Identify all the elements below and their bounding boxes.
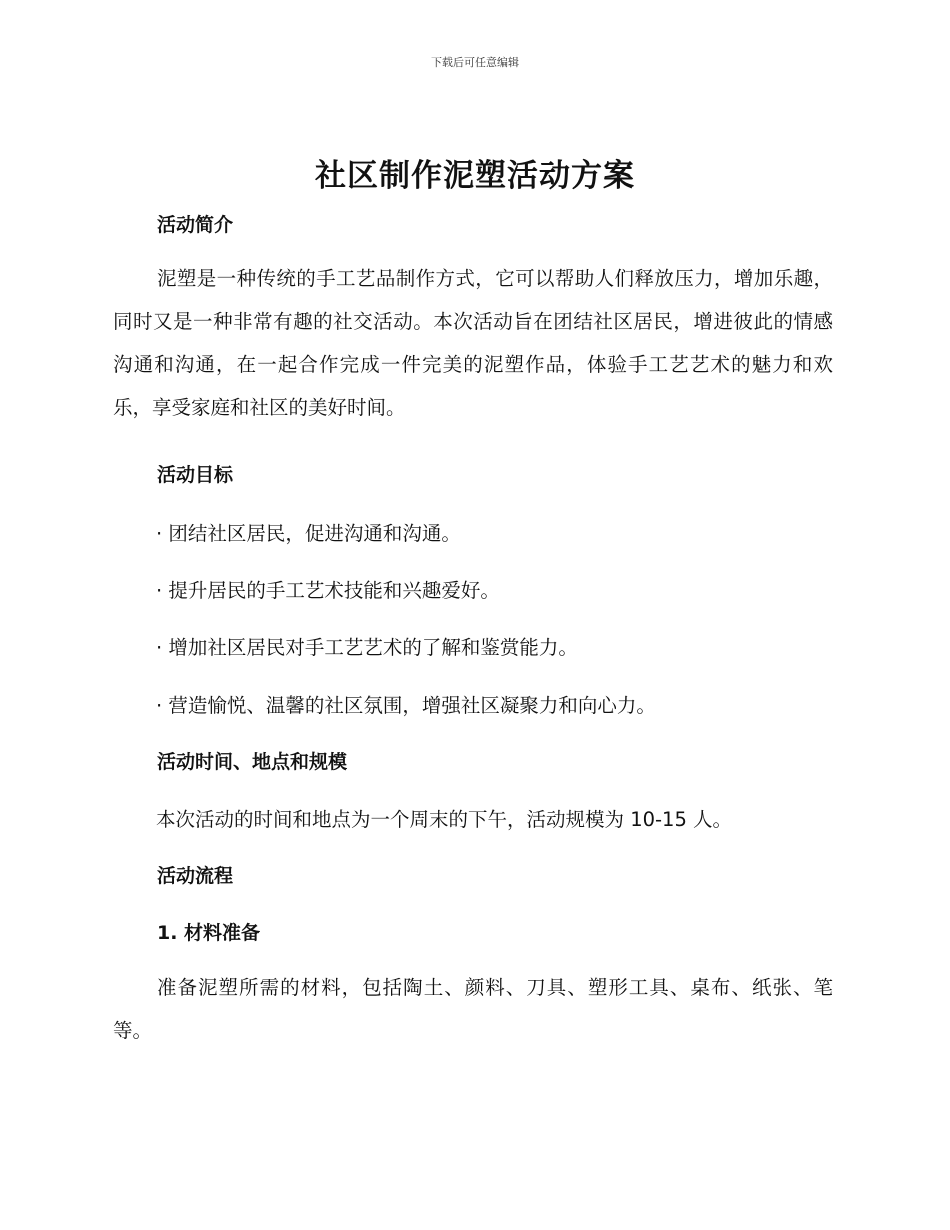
intro-paragraph: 泥塑是一种传统的手工艺品制作方式，它可以帮助人们释放压力，增加乐趣，同时又是一种非常有趣的社交活动。本次活动旨在团结社区居民，增进彼此的情感沟通和沟通，在一起合作完成一件完美的泥塑作品，体验手工艺艺术的魅力和欢乐，享受家庭和社区的美好时间。 — [113, 267, 833, 419]
section-heading-intro: 活动简介 — [157, 214, 234, 236]
goal-item: · 营造愉悦、温馨的社区氛围，增强社区凝聚力和向心力。 — [156, 694, 656, 717]
goal-item: · 提升居民的手工艺术技能和兴趣爱好。 — [156, 579, 500, 602]
section-heading-time: 活动时间、地点和规模 — [157, 751, 348, 773]
page-title: 社区制作泥塑活动方案 — [315, 158, 635, 194]
section-heading-goals: 活动目标 — [157, 464, 234, 486]
materials-paragraph: 准备泥塑所需的材料，包括陶土、颜料、刀具、塑形工具、桌布、纸张、笔等。 — [113, 976, 833, 1042]
section-heading-process: 活动流程 — [157, 865, 234, 887]
header-note: 下载后可任意编辑 — [431, 56, 519, 69]
goal-item: · 团结社区居民，促进沟通和沟通。 — [156, 522, 461, 545]
goal-item: · 增加社区居民对手工艺艺术的了解和鉴赏能力。 — [156, 636, 578, 659]
time-paragraph: 本次活动的时间和地点为一个周末的下午，活动规模为 10-15 人。 — [156, 808, 733, 831]
step-heading-materials: 1. 材料准备 — [157, 922, 261, 944]
